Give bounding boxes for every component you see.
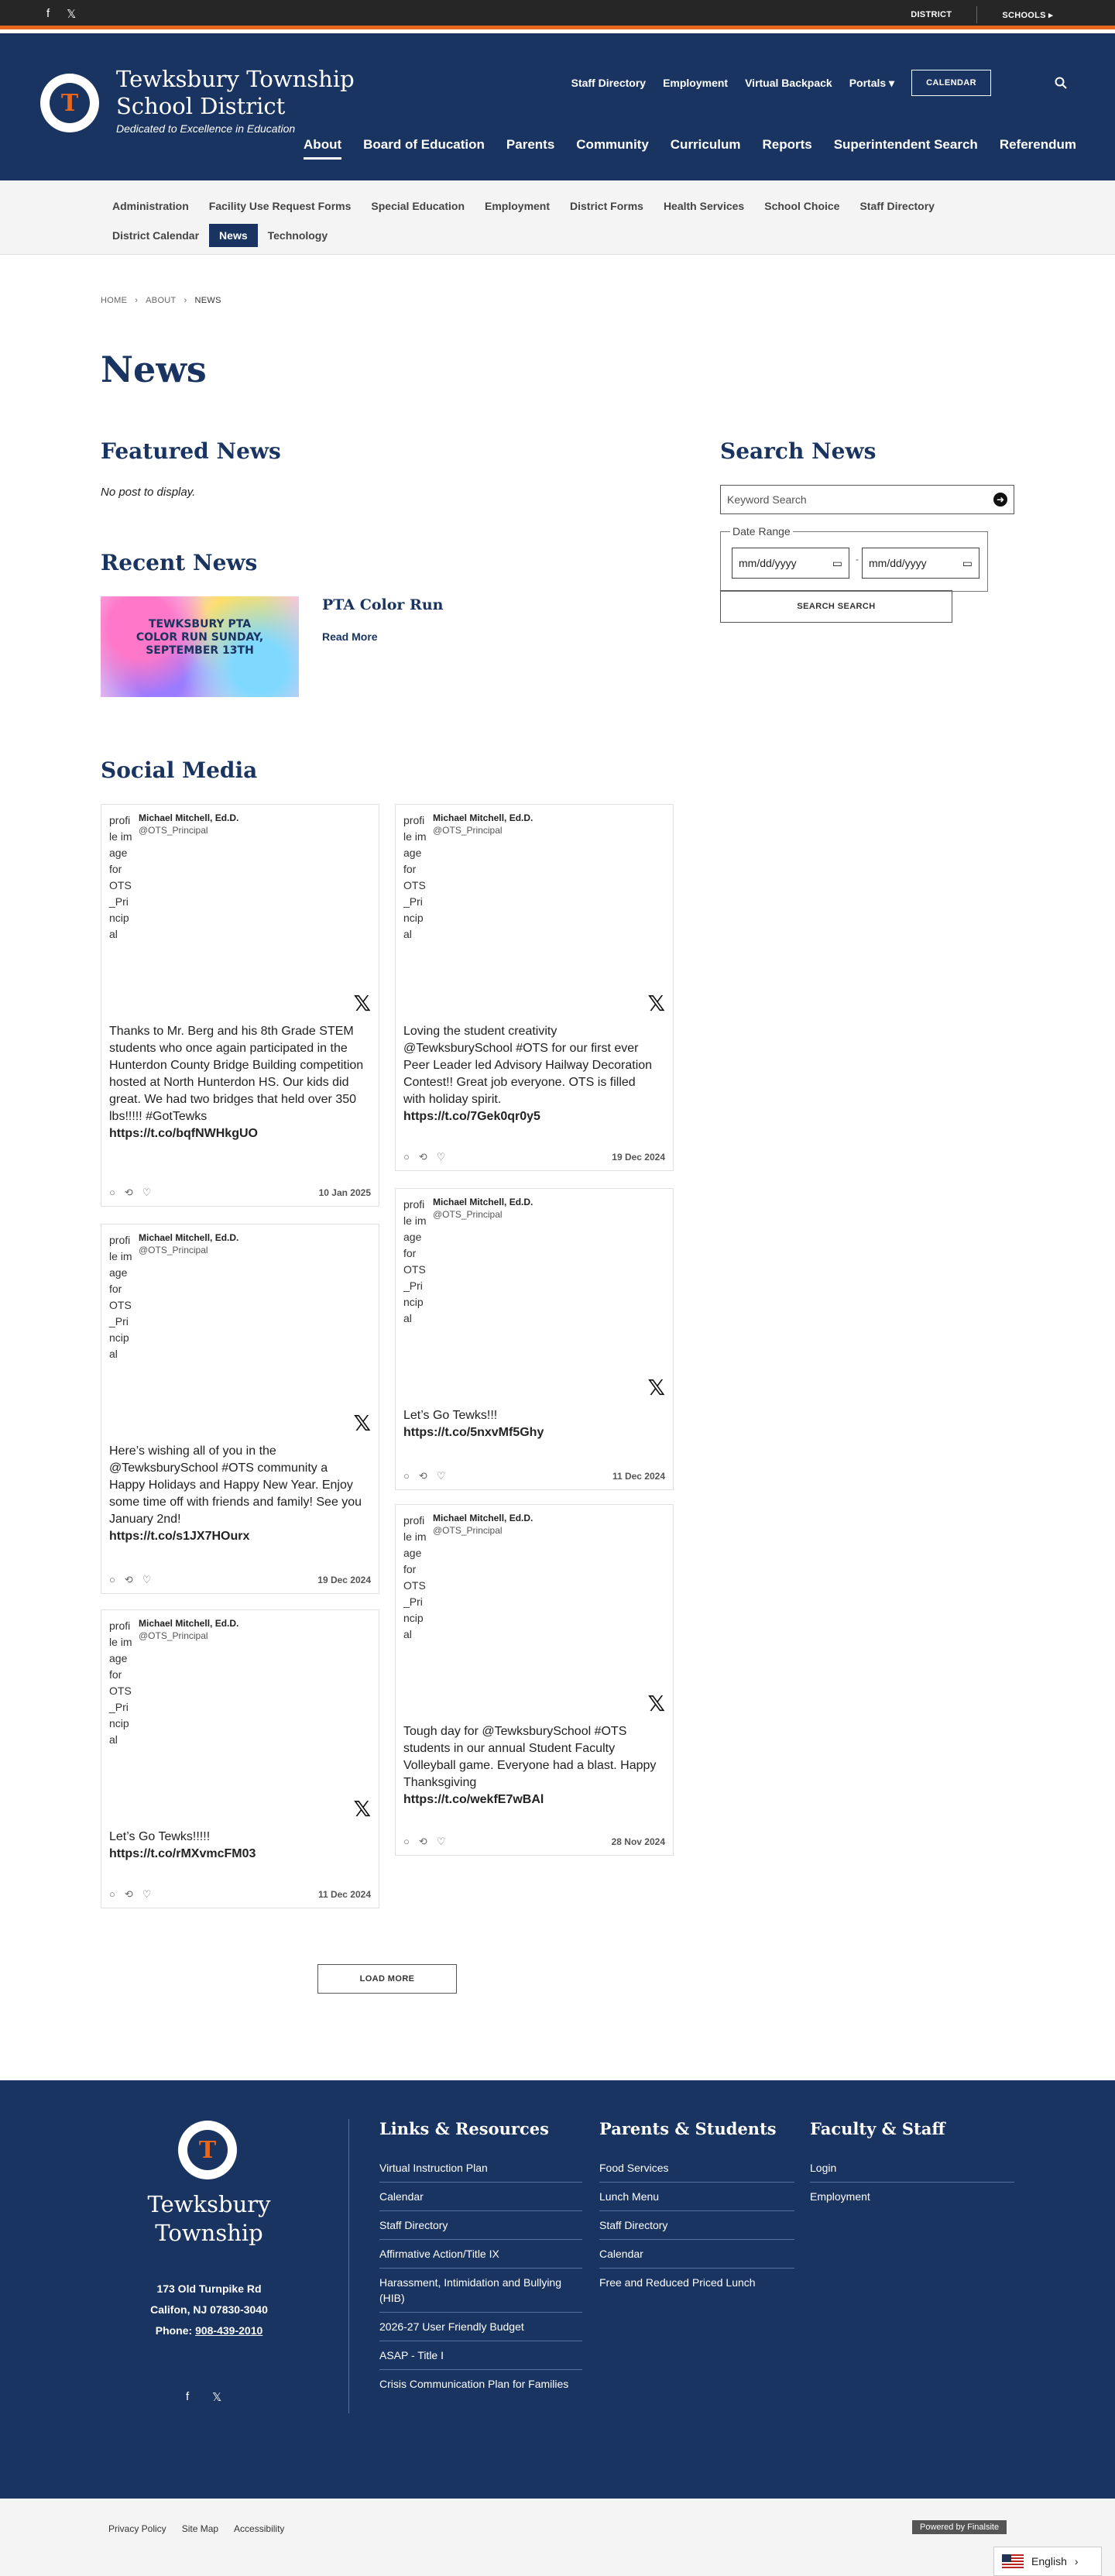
- site-tagline: Dedicated to Excellence in Education: [116, 122, 296, 135]
- post-text: Loving the student creativity @TewksburySchool #OTS for our first ever Peer Leader led Advisory Hailway Decoration Contest!! Great job everyone. OTS is filled with holiday spirit.: [403, 1025, 653, 1106]
- post-date: 28 Nov 2024: [611, 1836, 665, 1847]
- post-footer: [109, 1186, 371, 1200]
- footer-link[interactable]: Crisis Communication Plan for Families: [379, 2378, 569, 2390]
- footer-divider: [348, 2119, 349, 2413]
- section-subnav: [0, 180, 1115, 255]
- post-text: Thanks to Mr. Berg and his 8th Grade STEM students who once again participated in the Hunterdon County Bridge Building competition hosted at North Hunterdon HS. Our kids did great. We had two bridges that held over 350 lbs!!!!! #GotTewks: [109, 1025, 364, 1123]
- x-icon[interactable]: 𝕏: [212, 2391, 222, 2404]
- post-link[interactable]: https://t.co/s1JX7HOurx: [109, 1530, 250, 1543]
- post-date: 11 Dec 2024: [317, 1889, 371, 1900]
- retweet-icon[interactable]: ⟲: [124, 1888, 133, 1900]
- reply-icon[interactable]: ○: [403, 1836, 410, 1847]
- footer-logo[interactable]: [178, 2121, 237, 2179]
- footer-link[interactable]: Food Services: [599, 2154, 794, 2183]
- post-handle[interactable]: @OTS_Principal: [139, 1245, 208, 1255]
- footer-link[interactable]: ASAP - Title I: [379, 2341, 582, 2370]
- tiger-logo-icon: T: [50, 83, 90, 123]
- district-link[interactable]: DISTRICT: [911, 10, 952, 19]
- subnav-technology[interactable]: Technology: [267, 229, 328, 242]
- post-body: [109, 1829, 365, 1863]
- post-footer: [403, 1150, 665, 1164]
- privacy-policy-link[interactable]: Privacy Policy: [108, 2523, 166, 2534]
- post-link[interactable]: https://t.co/7Gek0qr0y5: [403, 1110, 540, 1123]
- footer-parents-heading: Parents & Students: [599, 2119, 777, 2138]
- post-text: Here’s wishing all of you in the @TewksburySchool #OTS community a Happy Holidays and Happy New Year. Enjoy some time off with friends and family! See you January 2nd!: [109, 1444, 362, 1526]
- chevron-right-icon: ›: [184, 296, 187, 305]
- date-separator: -: [856, 554, 859, 565]
- calendar-button[interactable]: CALENDAR: [911, 70, 991, 96]
- nav-superintendent-search[interactable]: Superintendent Search: [833, 137, 978, 152]
- subnav-health-services[interactable]: Health Services: [663, 200, 745, 212]
- social-post[interactable]: [395, 1188, 674, 1490]
- recent-news-thumbnail[interactable]: [101, 596, 299, 697]
- post-text: Let’s Go Tewks!!!: [403, 1409, 498, 1422]
- district-logo[interactable]: [40, 74, 99, 132]
- phone-label: Phone:: [155, 2324, 193, 2337]
- post-author: Michael Mitchell, Ed.D.: [433, 1513, 533, 1523]
- nav-referendum[interactable]: Referendum: [999, 137, 1076, 152]
- post-author: Michael Mitchell, Ed.D.: [433, 1197, 533, 1207]
- post-date: 10 Jan 2025: [318, 1187, 371, 1198]
- post-date: 11 Dec 2024: [612, 1471, 665, 1482]
- quick-link-employment[interactable]: Employment: [663, 77, 729, 89]
- end-date-placeholder: mm/dd/yyyy: [869, 557, 927, 569]
- post-link[interactable]: https://t.co/wekfE7wBAl: [403, 1793, 544, 1806]
- phone-link[interactable]: 908-439-2010: [195, 2324, 263, 2337]
- breadcrumb: [101, 296, 221, 305]
- footer-link[interactable]: Calendar: [599, 2240, 794, 2269]
- start-date-input[interactable]: [732, 548, 849, 579]
- heart-icon[interactable]: ♡: [142, 1888, 152, 1900]
- post-handle[interactable]: @OTS_Principal: [433, 825, 503, 836]
- nav-parents[interactable]: Parents: [506, 137, 555, 152]
- post-author: Michael Mitchell, Ed.D.: [139, 1618, 239, 1629]
- language-selector[interactable]: [993, 2547, 1102, 2576]
- footer-link[interactable]: 2026-27 User Friendly Budget: [379, 2313, 582, 2341]
- site-name[interactable]: [116, 66, 355, 120]
- post-body: [109, 1443, 365, 1545]
- post-body: [403, 1407, 659, 1441]
- load-more-button[interactable]: LOAD MORE: [317, 1964, 457, 1994]
- facebook-icon[interactable]: f: [186, 2390, 190, 2403]
- search-icon[interactable]: [1055, 77, 1067, 93]
- phone-line: [101, 2320, 317, 2341]
- retweet-icon[interactable]: ⟲: [418, 1836, 427, 1847]
- tiger-logo-icon: T: [187, 2130, 228, 2170]
- recent-news-title[interactable]: PTA Color Run: [322, 596, 444, 613]
- footer-link[interactable]: Affirmative Action/Title IX: [379, 2240, 582, 2269]
- heart-icon[interactable]: ♡: [436, 1151, 446, 1163]
- post-body: [403, 1023, 659, 1125]
- social-post[interactable]: [395, 804, 674, 1171]
- breadcrumb-about[interactable]: ABOUT: [146, 296, 177, 305]
- site-footer: [0, 2080, 1115, 2499]
- subnav-staff-directory[interactable]: Staff Directory: [859, 200, 935, 212]
- footer-link[interactable]: Calendar: [379, 2183, 582, 2211]
- subnav-news[interactable]: News: [209, 224, 258, 247]
- powered-by-badge[interactable]: Powered by Finalsite: [912, 2520, 1007, 2534]
- post-text: Tough day for @TewksburySchool #OTS students in our annual Student Faculty Volleyball game. Everyone had a blast. Happy Thanksgiving: [403, 1725, 657, 1789]
- nav-about[interactable]: About: [304, 137, 341, 160]
- legal-links: [108, 2523, 284, 2534]
- social-post[interactable]: [395, 1504, 674, 1856]
- facebook-icon[interactable]: f: [46, 7, 50, 20]
- featured-news-heading: Featured News: [101, 438, 281, 464]
- subnav-district-forms[interactable]: District Forms: [570, 200, 643, 212]
- post-body: [403, 1723, 659, 1808]
- chevron-right-icon: ›: [1074, 2555, 1079, 2567]
- site-header: [0, 33, 1115, 180]
- footer-link[interactable]: Lunch Menu: [599, 2183, 794, 2211]
- x-logo-icon[interactable]: 𝕏: [647, 1375, 665, 1400]
- quick-links: [571, 68, 991, 98]
- avatar: profile image for OTS_Principal: [109, 814, 132, 940]
- subnav-administration[interactable]: Administration: [112, 200, 189, 212]
- retweet-icon[interactable]: ⟲: [124, 1187, 133, 1198]
- footer-site-name: [101, 2190, 317, 2248]
- us-flag-icon: [1002, 2554, 1024, 2568]
- post-date: 19 Dec 2024: [612, 1152, 665, 1163]
- arrow-right-icon[interactable]: ➜: [993, 493, 1007, 507]
- keyword-search-input[interactable]: [720, 485, 1014, 514]
- top-utility-links: [886, 0, 1078, 29]
- top-social-links: [46, 7, 76, 21]
- reply-icon[interactable]: ○: [109, 1574, 115, 1585]
- subnav-employment[interactable]: Employment: [485, 200, 551, 212]
- address-street: 173 Old Turnpike Rd: [156, 2282, 262, 2295]
- post-handle[interactable]: @OTS_Principal: [139, 1630, 208, 1641]
- social-media-heading: Social Media: [101, 757, 258, 783]
- footer-links-column: [379, 2119, 582, 2398]
- address-city: Califon, NJ 07830-3040: [150, 2303, 268, 2316]
- search-news-heading: Search News: [720, 438, 877, 464]
- post-footer: [109, 1573, 371, 1587]
- reply-icon[interactable]: ○: [109, 1187, 115, 1198]
- x-logo-icon[interactable]: 𝕏: [647, 991, 665, 1016]
- avatar: profile image for OTS_Principal: [109, 1619, 132, 1746]
- keyword-placeholder: Keyword Search: [727, 493, 807, 506]
- end-date-input[interactable]: [862, 548, 979, 579]
- footer-link[interactable]: Staff Directory: [379, 2211, 582, 2240]
- retweet-icon[interactable]: ⟲: [418, 1151, 427, 1163]
- reply-icon[interactable]: ○: [109, 1888, 115, 1900]
- social-post[interactable]: [101, 1609, 379, 1908]
- social-post[interactable]: [101, 804, 379, 1207]
- site-name-line1: Tewksbury Township: [116, 66, 355, 92]
- start-date-placeholder: mm/dd/yyyy: [739, 557, 797, 569]
- utility-bar: [0, 0, 1115, 29]
- heart-icon[interactable]: ♡: [142, 1574, 152, 1585]
- avatar: profile image for OTS_Principal: [403, 814, 427, 940]
- x-logo-icon[interactable]: 𝕏: [353, 1410, 371, 1436]
- retweet-icon[interactable]: ⟲: [418, 1470, 427, 1482]
- breadcrumb-current: NEWS: [194, 296, 221, 305]
- post-author: Michael Mitchell, Ed.D.: [433, 812, 533, 823]
- post-link[interactable]: https://t.co/rMXvmcFM03: [109, 1847, 256, 1860]
- footer-link[interactable]: Free and Reduced Priced Lunch: [599, 2276, 756, 2289]
- page-title: News: [101, 349, 207, 390]
- quick-link-staff-directory[interactable]: Staff Directory: [571, 77, 647, 89]
- footer-link[interactable]: Login: [810, 2154, 1014, 2183]
- bottom-bar: [0, 2499, 1115, 2576]
- subnav-school-choice[interactable]: School Choice: [764, 200, 840, 212]
- footer-links-heading: Links & Resources: [379, 2119, 549, 2138]
- site-map-link[interactable]: Site Map: [181, 2523, 219, 2534]
- nav-curriculum[interactable]: Curriculum: [670, 137, 741, 152]
- nav-board-of-education[interactable]: Board of Education: [363, 137, 485, 152]
- site-name-line2: School District: [116, 93, 286, 119]
- post-handle[interactable]: @OTS_Principal: [433, 1525, 503, 1536]
- post-handle[interactable]: @OTS_Principal: [139, 825, 208, 836]
- x-logo-icon[interactable]: 𝕏: [353, 991, 371, 1016]
- heart-icon[interactable]: ♡: [436, 1836, 446, 1847]
- date-range-fieldset: [720, 525, 988, 592]
- chevron-right-icon: ›: [135, 296, 139, 305]
- main-nav: [304, 137, 1076, 160]
- x-icon[interactable]: 𝕏: [67, 8, 77, 21]
- calendar-icon[interactable]: ▭: [962, 556, 973, 569]
- footer-link[interactable]: Harassment, Intimidation and Bullying (HIB): [379, 2269, 582, 2313]
- footer-social-links: [186, 2390, 221, 2404]
- footer-link[interactable]: Virtual Instruction Plan: [379, 2154, 582, 2183]
- heart-icon[interactable]: ♡: [142, 1187, 152, 1198]
- quick-link-virtual-backpack[interactable]: Virtual Backpack: [745, 77, 832, 89]
- x-logo-icon[interactable]: 𝕏: [647, 1691, 665, 1716]
- footer-faculty-heading: Faculty & Staff: [810, 2119, 945, 2138]
- post-body: [109, 1023, 365, 1142]
- footer-link[interactable]: Employment: [810, 2190, 870, 2203]
- recent-news-heading: Recent News: [101, 550, 258, 575]
- breadcrumb-home[interactable]: HOME: [101, 296, 128, 305]
- heart-icon[interactable]: ♡: [436, 1470, 446, 1482]
- footer-name-line1: Tewksbury: [147, 2191, 271, 2217]
- subnav-district-calendar[interactable]: District Calendar: [112, 229, 200, 242]
- social-post[interactable]: [101, 1224, 379, 1594]
- post-footer: [403, 1835, 665, 1849]
- subnav-facility-use[interactable]: Facility Use Request Forms: [208, 200, 352, 212]
- calendar-icon[interactable]: ▭: [832, 556, 842, 569]
- post-link[interactable]: https://t.co/bqfNWHkgUO: [109, 1127, 258, 1140]
- post-footer: [403, 1469, 665, 1483]
- avatar: profile image for OTS_Principal: [109, 1234, 132, 1360]
- reply-icon[interactable]: ○: [403, 1151, 410, 1163]
- quick-link-portals[interactable]: Portals ▾: [849, 76, 895, 89]
- post-author: Michael Mitchell, Ed.D.: [139, 812, 239, 823]
- post-handle[interactable]: @OTS_Principal: [433, 1209, 503, 1220]
- subnav-special-education[interactable]: Special Education: [371, 200, 465, 212]
- reply-icon[interactable]: ○: [403, 1470, 410, 1482]
- footer-link[interactable]: Staff Directory: [599, 2211, 794, 2240]
- post-text: Let’s Go Tewks!!!!!: [109, 1830, 211, 1843]
- featured-empty-text: No post to display.: [101, 486, 196, 499]
- post-footer: [109, 1887, 371, 1901]
- avatar: profile image for OTS_Principal: [403, 1514, 427, 1640]
- avatar: profile image for OTS_Principal: [403, 1198, 427, 1324]
- read-more-link[interactable]: Read More: [322, 630, 378, 643]
- schools-link[interactable]: SCHOOLS ▸: [1002, 10, 1053, 20]
- search-button[interactable]: SEARCH SEARCH: [720, 590, 952, 623]
- x-logo-icon[interactable]: 𝕏: [353, 1796, 371, 1822]
- nav-reports[interactable]: Reports: [762, 137, 812, 152]
- language-label: English: [1031, 2555, 1067, 2567]
- post-date: 19 Dec 2024: [317, 1575, 371, 1585]
- date-range-label: Date Range: [730, 525, 793, 538]
- nav-community[interactable]: Community: [576, 137, 649, 152]
- footer-faculty-column: [810, 2119, 1014, 2210]
- footer-address: [101, 2279, 317, 2341]
- post-link[interactable]: https://t.co/5nxvMf5Ghy: [403, 1426, 544, 1439]
- thumbnail-text: TEWKSBURY PTA COLOR RUN SUNDAY, SEPTEMBER 13TH: [136, 618, 264, 657]
- footer-name-line2: Township: [155, 2220, 263, 2246]
- accessibility-link[interactable]: Accessibility: [234, 2523, 285, 2534]
- retweet-icon[interactable]: ⟲: [124, 1574, 133, 1585]
- post-author: Michael Mitchell, Ed.D.: [139, 1232, 239, 1243]
- footer-parents-column: [599, 2119, 794, 2296]
